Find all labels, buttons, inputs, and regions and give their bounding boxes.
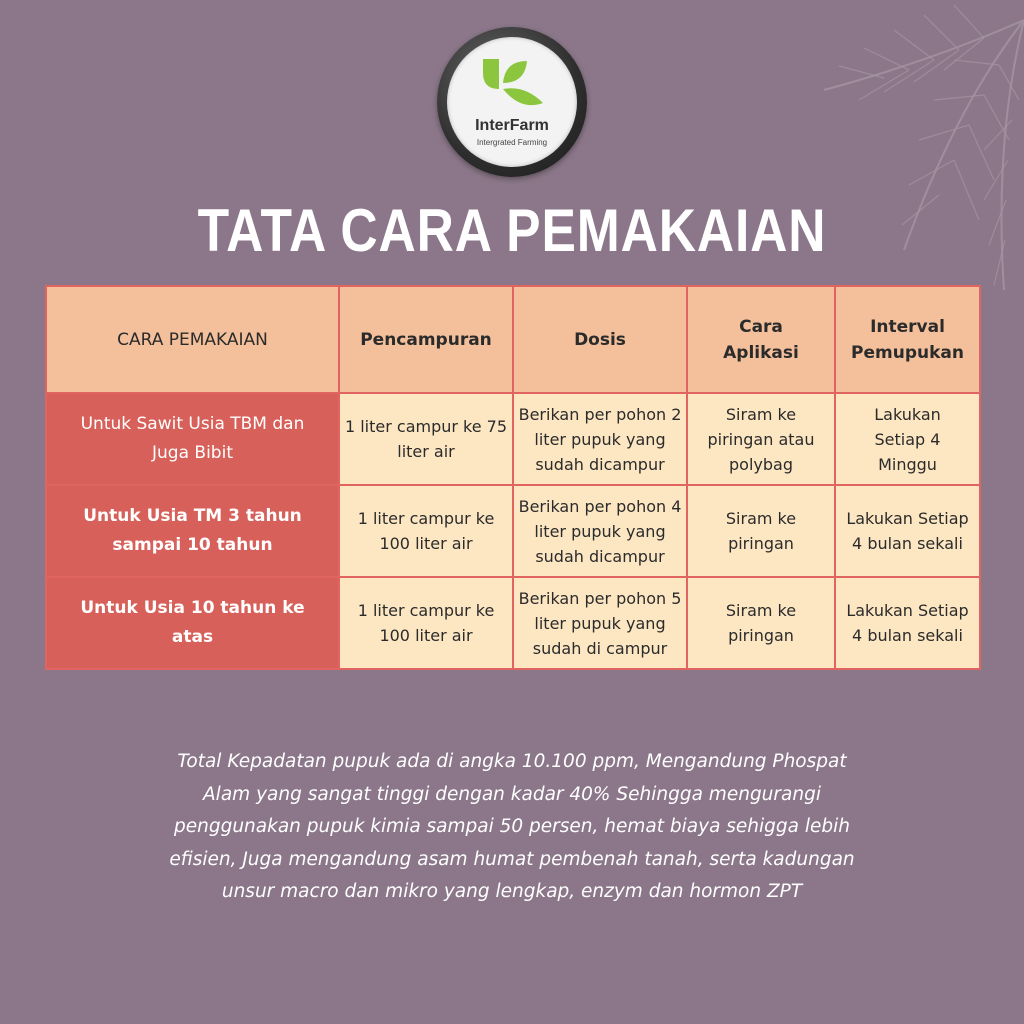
cell-cara-aplikasi: Siram ke piringan: [687, 485, 835, 577]
brand-name: InterFarm: [475, 117, 549, 134]
usage-table: [45, 285, 981, 670]
row-label: Untuk Usia 10 tahun ke atas: [46, 577, 339, 669]
cell-dosis: Berikan per pohon 4 liter pupuk yang sudah dicampur: [513, 485, 687, 577]
table-row: [46, 577, 980, 669]
cell-interval: Lakukan Setiap 4 bulan sekali: [835, 485, 980, 577]
table-row: [46, 393, 980, 485]
cell-interval: Lakukan Setiap 4 Minggu: [835, 393, 980, 485]
cell-interval: Lakukan Setiap 4 bulan sekali: [835, 577, 980, 669]
header-cara-aplikasi: Cara Aplikasi: [687, 286, 835, 393]
header-dosis: Dosis: [513, 286, 687, 393]
cell-dosis: Berikan per pohon 2 liter pupuk yang sudah dicampur: [513, 393, 687, 485]
row-label: Untuk Sawit Usia TBM dan Juga Bibit: [46, 393, 339, 485]
leaf-icon: [481, 59, 545, 111]
header-interval-pemupukan: Interval Pemupukan: [835, 286, 980, 393]
cell-pencampuran: 1 liter campur ke 75 liter air: [339, 393, 513, 485]
product-description: Total Kepadatan pupuk ada di angka 10.100 ppm, Mengandung Phospat Alam yang sangat tinggi dengan kadar 40% Sehingga mengurangi penggunakan pupuk kimia sampai 50 persen, hemat biaya sehigga lebih efisien, Juga mengandung asam humat pembenah tanah, serta kadungan unsur macro dan mikro yang lengkap, enzym dan hormon ZPT: [169, 751, 855, 902]
cell-dosis: Berikan per pohon 5 liter pupuk yang sudah di campur: [513, 577, 687, 669]
cell-cara-aplikasi: Siram ke piringan atau polybag: [687, 393, 835, 485]
header-pencampuran: Pencampuran: [339, 286, 513, 393]
brand-tagline: Intergrated Farming: [476, 138, 548, 147]
row-label: Untuk Usia TM 3 tahun sampai 10 tahun: [46, 485, 339, 577]
page-title: TATA CARA PEMAKAIAN: [197, 197, 827, 264]
table-header-row: [46, 286, 980, 393]
header-cara-pemakaian: CARA PEMAKAIAN: [46, 286, 339, 393]
cell-cara-aplikasi: Siram ke piringan: [687, 577, 835, 669]
cell-pencampuran: 1 liter campur ke 100 liter air: [339, 577, 513, 669]
cell-pencampuran: 1 liter campur ke 100 liter air: [339, 485, 513, 577]
table-row: [46, 485, 980, 577]
brand-logo: [437, 27, 587, 177]
